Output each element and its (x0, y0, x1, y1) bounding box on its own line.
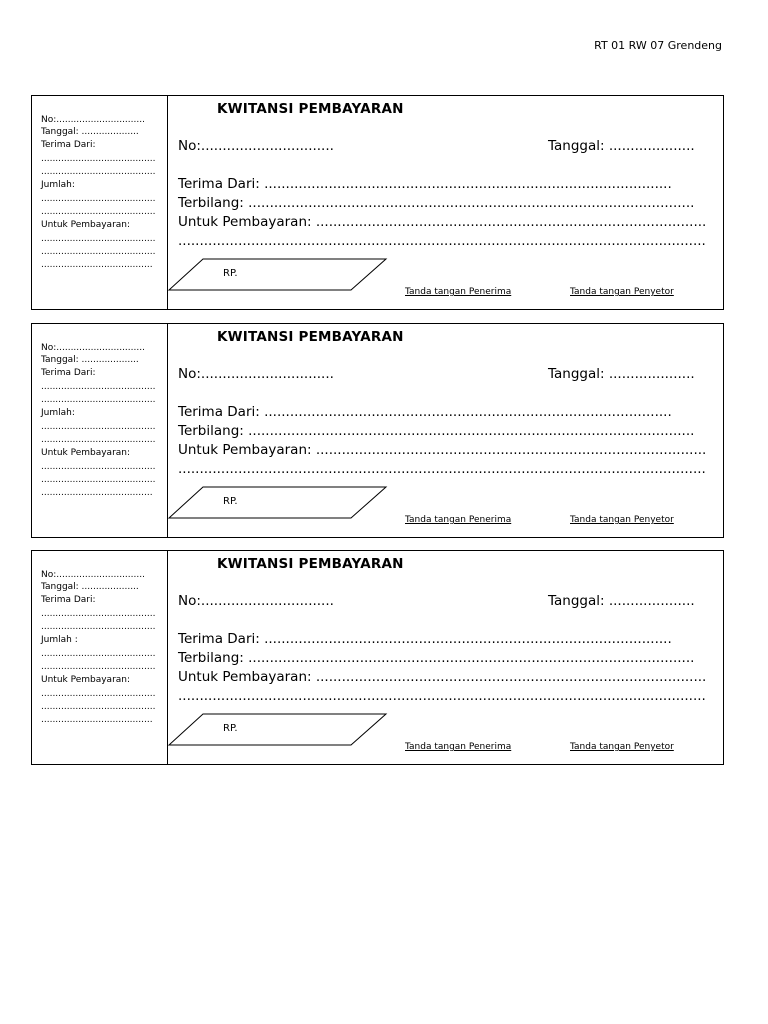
stub-untuk-pembayaran-line[interactable]: ........................................ (41, 689, 156, 699)
amount-box[interactable] (168, 486, 388, 520)
rp-label: RP. (223, 268, 238, 279)
stub-tanggal-field[interactable]: Tanggal: .................... (41, 355, 139, 365)
stub-jumlah-label: Jumlah: (41, 180, 75, 190)
receipt-tanggal-field[interactable]: Tanggal: .................... (548, 138, 695, 154)
receipt-stub (32, 324, 168, 537)
stub-terima-dari-label: Terima Dari: (41, 368, 96, 378)
stub-untuk-pembayaran-label: Untuk Pembayaran: (41, 675, 131, 685)
stub-jumlah-line[interactable]: ........................................ (41, 649, 156, 659)
stub-terima-dari-line[interactable]: ........................................ (41, 167, 156, 177)
receipt-title: KWITANSI PEMBAYARAN (217, 329, 404, 345)
stub-untuk-pembayaran-line[interactable]: ........................................ (41, 702, 156, 712)
stub-untuk-pembayaran-line[interactable]: ........................................ (41, 475, 156, 485)
stub-jumlah-line[interactable]: ........................................ (41, 422, 156, 432)
stub-tanggal-field[interactable]: Tanggal: .................... (41, 582, 139, 592)
receipt-title: KWITANSI PEMBAYARAN (217, 556, 404, 572)
stub-no-field[interactable]: No:............................... (41, 115, 145, 125)
signature-penyetor-label: Tanda tangan Penyetor (570, 742, 674, 752)
stub-no-field[interactable]: No:............................... (41, 343, 145, 353)
stub-untuk-pembayaran-label: Untuk Pembayaran: (41, 448, 131, 458)
blank-line-field[interactable]: ........................................................................................................................... (178, 233, 706, 249)
receipt-title: KWITANSI PEMBAYARAN (217, 101, 404, 117)
stub-untuk-pembayaran-line[interactable]: ....................................... (41, 715, 153, 725)
stub-terima-dari-label: Terima Dari: (41, 595, 96, 605)
untuk-pembayaran-field[interactable]: Untuk Pembayaran: ........................................................................................... (178, 214, 707, 230)
rp-label: RP. (223, 496, 238, 507)
signature-penerima-label: Tanda tangan Penerima (405, 742, 512, 752)
signature-penerima-label: Tanda tangan Penerima (405, 515, 512, 525)
stub-tanggal-field[interactable]: Tanggal: .................... (41, 127, 139, 137)
stub-jumlah-label: Jumlah: (41, 408, 75, 418)
terima-dari-field[interactable]: Terima Dari: ............................................................................................... (178, 176, 672, 192)
stub-jumlah-line[interactable]: ........................................ (41, 662, 156, 672)
stub-untuk-pembayaran-line[interactable]: ........................................ (41, 234, 156, 244)
signature-penyetor-label: Tanda tangan Penyetor (570, 287, 674, 297)
stub-jumlah-line[interactable]: ........................................ (41, 435, 156, 445)
receipt-no-field[interactable]: No:............................... (178, 593, 334, 609)
stub-untuk-pembayaran-line[interactable]: ....................................... (41, 260, 153, 270)
stub-untuk-pembayaran-line[interactable]: ....................................... (41, 488, 153, 498)
stub-untuk-pembayaran-label: Untuk Pembayaran: (41, 220, 131, 230)
stub-terima-dari-line[interactable]: ........................................ (41, 622, 156, 632)
stub-terima-dari-line[interactable]: ........................................ (41, 382, 156, 392)
signature-penyetor-label: Tanda tangan Penyetor (570, 515, 674, 525)
amount-box[interactable] (168, 713, 388, 747)
terbilang-field[interactable]: Terbilang: ........................................................................................................ (178, 650, 695, 666)
receipt-stub (32, 551, 168, 764)
signature-penerima-label: Tanda tangan Penerima (405, 287, 512, 297)
amount-box[interactable] (168, 258, 388, 292)
terima-dari-field[interactable]: Terima Dari: ............................................................................................... (178, 631, 672, 647)
receipt (31, 323, 724, 538)
stub-terima-dari-line[interactable]: ........................................ (41, 609, 156, 619)
stub-jumlah-label: Jumlah : (41, 635, 78, 645)
receipt-tanggal-field[interactable]: Tanggal: .................... (548, 366, 695, 382)
receipt-no-field[interactable]: No:............................... (178, 138, 334, 154)
blank-line-field[interactable]: ........................................................................................................................... (178, 461, 706, 477)
receipt-no-field[interactable]: No:............................... (178, 366, 334, 382)
receipt-tanggal-field[interactable]: Tanggal: .................... (548, 593, 695, 609)
terbilang-field[interactable]: Terbilang: ........................................................................................................ (178, 423, 695, 439)
stub-untuk-pembayaran-line[interactable]: ........................................ (41, 462, 156, 472)
stub-terima-dari-line[interactable]: ........................................ (41, 395, 156, 405)
receipt (31, 95, 724, 310)
stub-terima-dari-line[interactable]: ........................................ (41, 154, 156, 164)
stub-jumlah-line[interactable]: ........................................ (41, 207, 156, 217)
receipt (31, 550, 724, 765)
stub-no-field[interactable]: No:............................... (41, 570, 145, 580)
header-text: RT 01 RW 07 Grendeng (594, 39, 722, 52)
untuk-pembayaran-field[interactable]: Untuk Pembayaran: ........................................................................................... (178, 442, 707, 458)
rp-label: RP. (223, 723, 238, 734)
terima-dari-field[interactable]: Terima Dari: ............................................................................................... (178, 404, 672, 420)
stub-jumlah-line[interactable]: ........................................ (41, 194, 156, 204)
blank-line-field[interactable]: ........................................................................................................................... (178, 688, 706, 704)
stub-terima-dari-label: Terima Dari: (41, 140, 96, 150)
untuk-pembayaran-field[interactable]: Untuk Pembayaran: ........................................................................................... (178, 669, 707, 685)
receipt-stub (32, 96, 168, 309)
stub-untuk-pembayaran-line[interactable]: ........................................ (41, 247, 156, 257)
terbilang-field[interactable]: Terbilang: ........................................................................................................ (178, 195, 695, 211)
